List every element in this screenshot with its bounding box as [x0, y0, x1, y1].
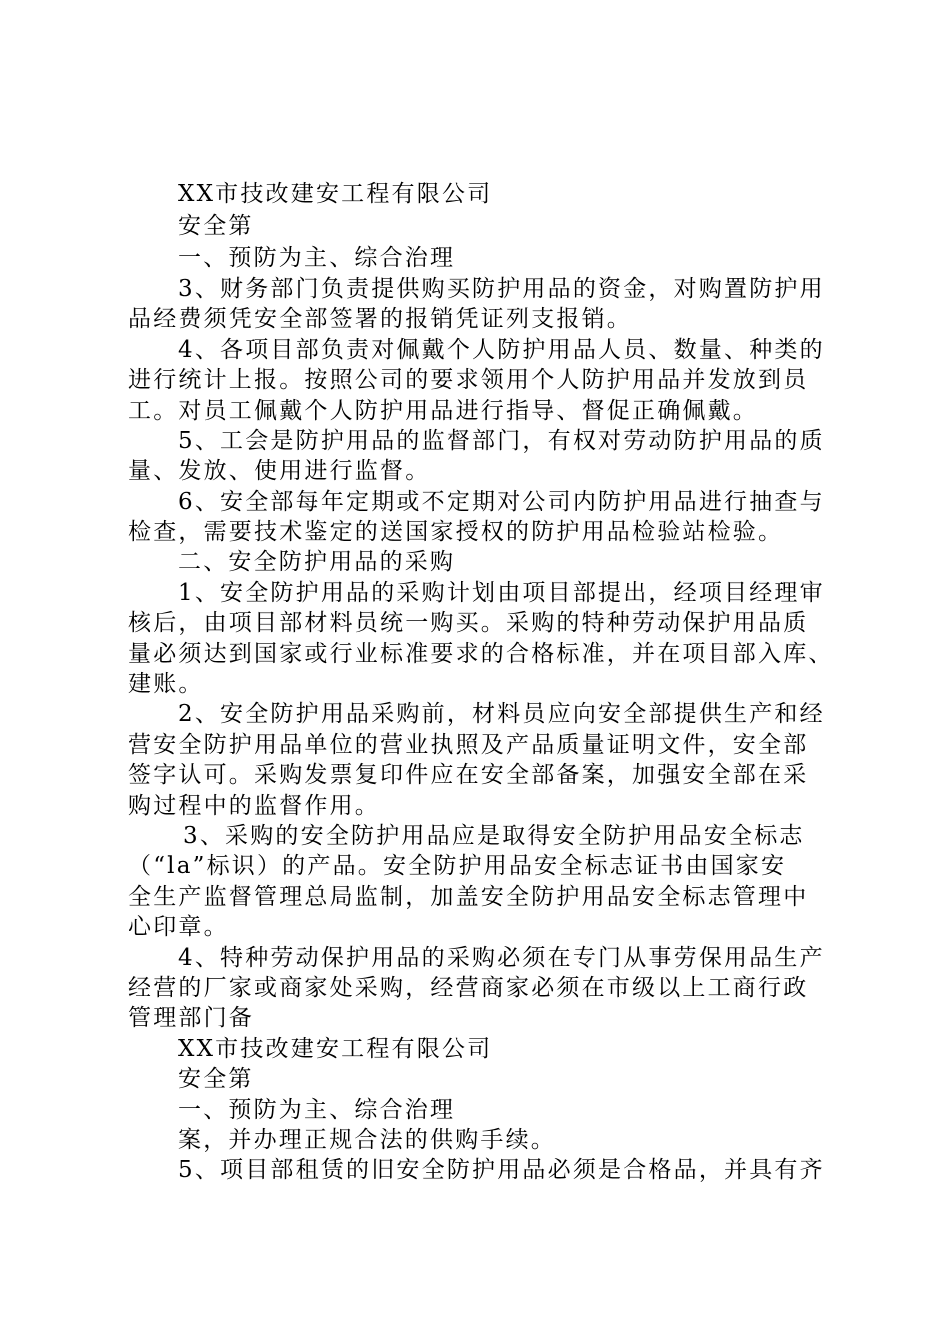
paragraph-line: 经营的厂家或商家处采购，经营商家必须在市级以上工商行政	[128, 975, 809, 1001]
paragraph-line: 检查，需要技术鉴定的送国家授权的防护用品检验站检验。	[128, 519, 784, 545]
paragraph-line: 5、工会是防护用品的监督部门，有权对劳动防护用品的质	[178, 428, 825, 454]
paragraph-line: 3、财务部门负责提供购买防护用品的资金，对购置防护用	[178, 276, 825, 302]
paragraph-line: 核后，由项目部材料员统一购买。采购的特种劳动保护用品质	[128, 610, 809, 636]
paragraph-line: 4、特种劳动保护用品的采购必须在专门从事劳保用品生产	[178, 945, 825, 971]
paragraph-line: 品经费须凭安全部签署的报销凭证列支报销。	[128, 306, 632, 332]
paragraph-line: 进行统计上报。按照公司的要求领用个人防护用品并发放到员	[128, 367, 809, 393]
paragraph-line: 1、安全防护用品的采购计划由项目部提出，经项目经理审	[178, 580, 825, 606]
paragraph-line: 工。对员工佩戴个人防护用品进行指导、督促正确佩戴。	[128, 398, 758, 424]
company-name-header: XX市技改建安工程有限公司	[178, 1036, 493, 1062]
paragraph-line: 量、发放、使用进行监督。	[128, 458, 431, 484]
paragraph-line: 管理部门备	[128, 1005, 254, 1031]
paragraph-line: 签字认可。采购发票复印件应在安全部备案，加强安全部在采	[128, 762, 809, 788]
paragraph-line: 量必须达到国家或行业标准要求的合格标准，并在项目部入库、	[128, 641, 834, 667]
paragraph-line: 心印章。	[128, 914, 229, 940]
paragraph-line: 营安全防护用品单位的营业执照及产品质量证明文件，安全部	[128, 732, 809, 758]
safety-slogan-header: 安全第	[178, 1066, 254, 1092]
paragraph-line: 4、各项目部负责对佩戴个人防护用品人员、数量、种类的	[178, 337, 825, 363]
paragraph-line: 购过程中的监督作用。	[128, 793, 380, 819]
paragraph-line: 2、安全防护用品采购前，材料员应向安全部提供生产和经	[178, 701, 825, 727]
paragraph-line: 全生产监督管理总局监制，加盖安全防护用品安全标志管理中	[128, 884, 809, 910]
policy-header: 一、预防为主、综合治理	[178, 1097, 456, 1123]
paragraph-line: 5、项目部租赁的旧安全防护用品必须是合格品，并具有齐	[178, 1157, 825, 1183]
section-heading: 二、安全防护用品的采购	[178, 549, 456, 575]
paragraph-line: 建账。	[128, 671, 204, 697]
policy-header: 一、预防为主、综合治理	[178, 245, 456, 271]
paragraph-line: 3、采购的安全防护用品应是取得安全防护用品安全标志	[183, 823, 805, 849]
paragraph-line: 案，并办理正规合法的供购手续。	[178, 1127, 556, 1153]
company-name-header: XX市技改建安工程有限公司	[178, 181, 493, 207]
paragraph-line: 6、安全部每年定期或不定期对公司内防护用品进行抽查与	[178, 489, 825, 515]
paragraph-line: （“la”标识）的产品。安全防护用品安全标志证书由国家安	[128, 853, 787, 879]
safety-slogan-header: 安全第	[178, 213, 254, 239]
